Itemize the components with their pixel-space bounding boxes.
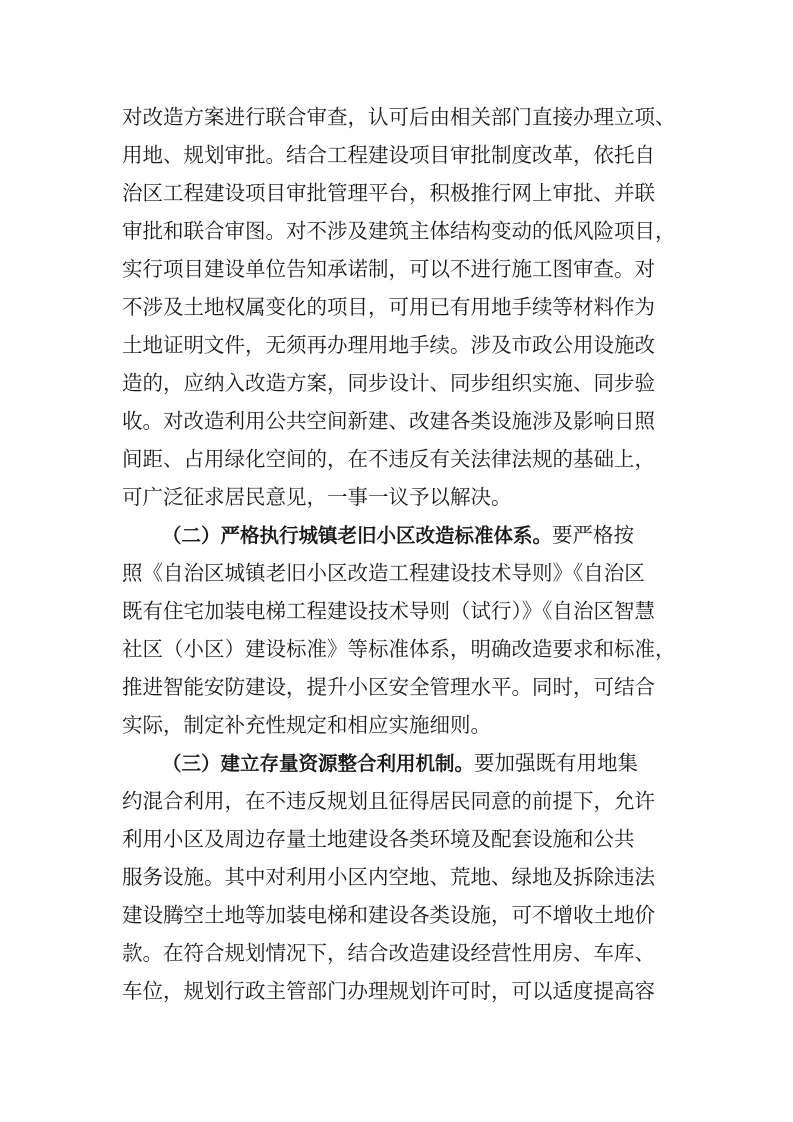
section-three-heading: （三）建立存量资源整合利用机制。 (162, 752, 475, 775)
section-two-line: 社区（小区）建设标准》等标准体系，明确改造要求和标准， (122, 637, 676, 661)
paragraph-line: 治区工程建设项目审批管理平台，积极推行网上审批、并联 (122, 181, 655, 205)
paragraph-line: 实行项目建设单位告知承诺制，可以不进行施工图审查。对 (122, 257, 655, 281)
paragraph-line: 可广泛征求居民意见，一事一议予以解决。 (122, 485, 512, 509)
paragraph-line: 收。对改造利用公共空间新建、改建各类设施涉及影响日照 (122, 409, 655, 433)
section-two-first-line-text: 要严格按 (552, 523, 635, 547)
section-two-line: 推进智能安防建设，提升小区安全管理水平。同时，可结合 (122, 675, 655, 699)
section-three-first-line-text: 要加强既有用地集 (474, 751, 639, 775)
paragraph-line: 审批和联合审图。对不涉及建筑主体结构变动的低风险项目， (122, 219, 676, 243)
section-two-line: 既有住宅加装电梯工程建设技术导则（试行）》《自治区智慧 (122, 599, 655, 623)
paragraph-line: 造的，应纳入改造方案，同步设计、同步组织实施、同步验 (122, 371, 655, 395)
section-two-line: 实际，制定补充性规定和相应实施细则。 (122, 713, 491, 737)
section-three-line: 利用小区及周边存量土地建设各类环境及配套设施和公共 (122, 827, 635, 851)
section-three-line: 约混合利用，在不违反规划且征得居民同意的前提下，允许 (122, 789, 655, 813)
paragraph-line: 间距、占用绿化空间的，在不违反有关法律法规的基础上， (122, 447, 655, 471)
paragraph-line: 对改造方案进行联合审查，认可后由相关部门直接办理立项、 (122, 105, 676, 129)
paragraph-line: 用地、规划审批。结合工程建设项目审批制度改革，依托自 (122, 143, 655, 167)
section-two-line: 照《自治区城镇老旧小区改造工程建设技术导则》《自治区 (122, 561, 645, 585)
section-two-first-line (122, 516, 688, 554)
section-three-line: 建设腾空土地等加装电梯和建设各类设施，可不增收土地价 (122, 903, 655, 927)
section-three-line: 服务设施。其中对利用小区内空地、荒地、绿地及拆除违法 (122, 865, 655, 889)
section-three-line: 款。在符合规划情况下，结合改造建设经营性用房、车库、 (122, 941, 655, 965)
section-two-heading: （二）严格执行城镇老旧小区改造标准体系。 (162, 524, 553, 547)
section-three-first-line (122, 744, 688, 782)
paragraph-line: 土地证明文件，无须再办理用地手续。涉及市政公用设施改 (122, 333, 655, 357)
paragraph-line: 不涉及土地权属变化的项目，可用已有用地手续等材料作为 (122, 295, 655, 319)
section-three-line: 车位，规划行政主管部门办理规划许可时，可以适度提高容 (122, 979, 655, 1003)
body-text (122, 98, 688, 1010)
